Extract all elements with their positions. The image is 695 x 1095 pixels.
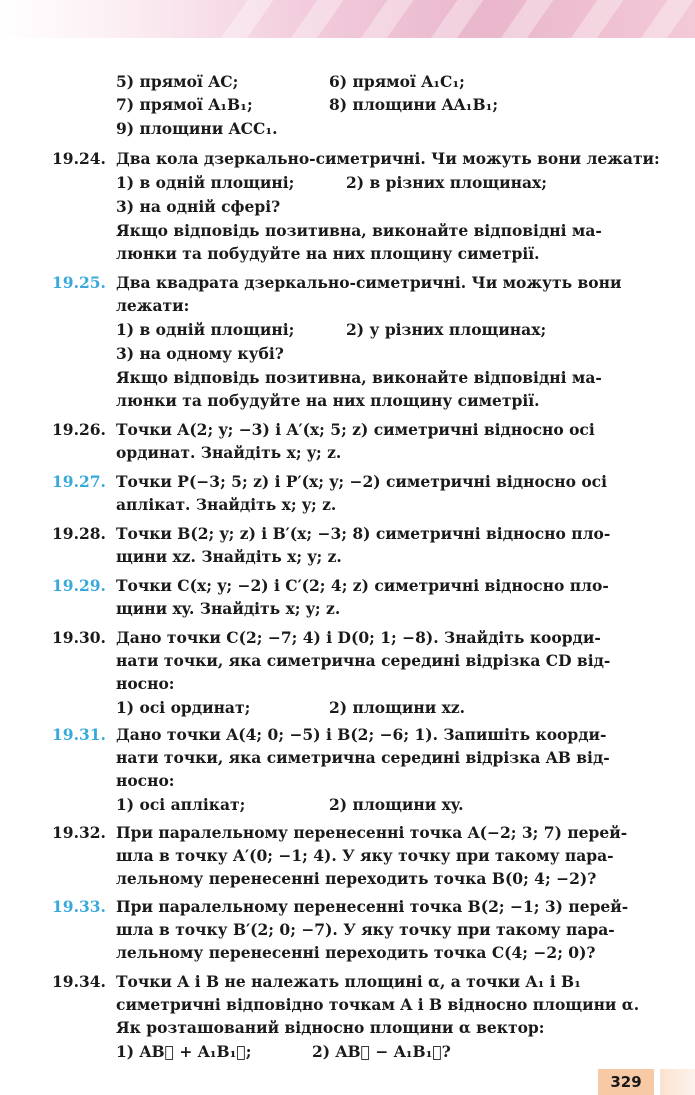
option-item: 1) AB⃗ + A₁B₁⃗; <box>116 1042 252 1061</box>
problem-text: шла в точку A′(0; −1; 4). У яку точку при такому пара- <box>116 846 614 865</box>
option-item: 1) осі аплікат; <box>116 795 246 814</box>
page-number: 329 <box>598 1069 654 1095</box>
problem-number: 19.27. <box>52 472 106 491</box>
carryover-item-9: 9) площини ACC₁. <box>116 119 278 138</box>
carryover-item-5: 5) прямої AC; <box>116 72 239 91</box>
problem-text: Дано точки A(4; 0; −5) і B(2; −6; 1). Запишіть коорди- <box>116 725 607 744</box>
problem-text: Точки C(x; y; −2) і C′(2; 4; z) симетричні відносно пло- <box>116 576 609 595</box>
problem-number: 19.33. <box>52 897 106 916</box>
problem-text: щини xz. Знайдіть x; y; z. <box>116 547 342 566</box>
problem-number: 19.31. <box>52 725 106 744</box>
option-item: 2) площини xy. <box>329 795 464 814</box>
problem-text: При паралельному перенесенні точка B(2; −1; 3) перей- <box>116 897 629 916</box>
header-banner <box>0 0 695 38</box>
option-item: 2) AB⃗ − A₁B₁⃗? <box>312 1042 451 1061</box>
problem-number: 19.29. <box>52 576 106 595</box>
page-tab-bar <box>660 1069 695 1095</box>
problem-text: Як розташований відносно площини α вектор: <box>116 1018 545 1037</box>
carryover-item-8: 8) площини AA₁B₁; <box>329 95 499 114</box>
problem-text: Точки A(2; y; −3) і A′(x; 5; z) симетричні відносно осі <box>116 420 595 439</box>
problem-text: люнки та побудуйте на них площину симетрії. <box>116 391 540 410</box>
problem-text: При паралельному перенесенні точка A(−2; 3; 7) перей- <box>116 823 628 842</box>
problem-text: нати точки, яка симетрична середині відрізка AB від- <box>116 748 610 767</box>
problem-text: нати точки, яка симетрична середині відрізка CD від- <box>116 651 611 670</box>
problem-number: 19.28. <box>52 524 106 543</box>
problem-text: лельному перенесенні переходить точка B(0; 4; −2)? <box>116 869 597 888</box>
problem-text: Точки P(−3; 5; z) і P′(x; y; −2) симетричні відносно осі <box>116 472 607 491</box>
problem-text: аплікат. Знайдіть x; y; z. <box>116 495 337 514</box>
problem-text: носно: <box>116 674 175 693</box>
problem-text: ординат. Знайдіть x; y; z. <box>116 443 342 462</box>
carryover-item-6: 6) прямої A₁C₁; <box>329 72 465 91</box>
problem-number: 19.34. <box>52 972 106 991</box>
problem-text: шла в точку B′(2; 0; −7). У яку точку при такому пара- <box>116 920 615 939</box>
problem-text: Два квадрата дзеркально-симетричні. Чи можуть вони <box>116 273 622 292</box>
problem-number: 19.25. <box>52 273 106 292</box>
problem-text: Два кола дзеркально-симетричні. Чи можуть вони лежати: <box>116 149 660 168</box>
problem-text: Дано точки C(2; −7; 4) і D(0; 1; −8). Знайдіть коорди- <box>116 628 601 647</box>
problem-text: Точки B(2; y; z) і B′(x; −3; 8) симетричні відносно пло- <box>116 524 611 543</box>
problem-number: 19.24. <box>52 149 106 168</box>
carryover-item-7: 7) прямої A₁B₁; <box>116 95 253 114</box>
option-item: 2) площини xz. <box>329 698 466 717</box>
problem-text: Якщо відповідь позитивна, виконайте відповідні ма- <box>116 368 602 387</box>
problem-text: лельному перенесенні переходить точка C(4; −2; 0)? <box>116 943 596 962</box>
problem-text: лежати: <box>116 296 190 315</box>
problem-text: носно: <box>116 771 175 790</box>
problem-number: 19.30. <box>52 628 106 647</box>
problem-text: симетричні відповідно точкам A і B відносно площини α. <box>116 995 640 1014</box>
option-item: 3) на одній сфері? <box>116 197 281 216</box>
problem-text: щини xy. Знайдіть x; y; z. <box>116 599 341 618</box>
option-item: 2) у різних площинах; <box>346 320 547 339</box>
option-item: 3) на одному кубі? <box>116 344 284 363</box>
problem-number: 19.26. <box>52 420 106 439</box>
option-item: 1) в одній площині; <box>116 173 295 192</box>
problem-text: люнки та побудуйте на них площину симетрії. <box>116 244 540 263</box>
problem-text: Точки A і B не належать площині α, а точки A₁ і B₁ <box>116 972 581 991</box>
option-item: 2) в різних площинах; <box>346 173 548 192</box>
problem-text: Якщо відповідь позитивна, виконайте відповідні ма- <box>116 221 602 240</box>
option-item: 1) осі ординат; <box>116 698 251 717</box>
problem-number: 19.32. <box>52 823 106 842</box>
option-item: 1) в одній площині; <box>116 320 295 339</box>
